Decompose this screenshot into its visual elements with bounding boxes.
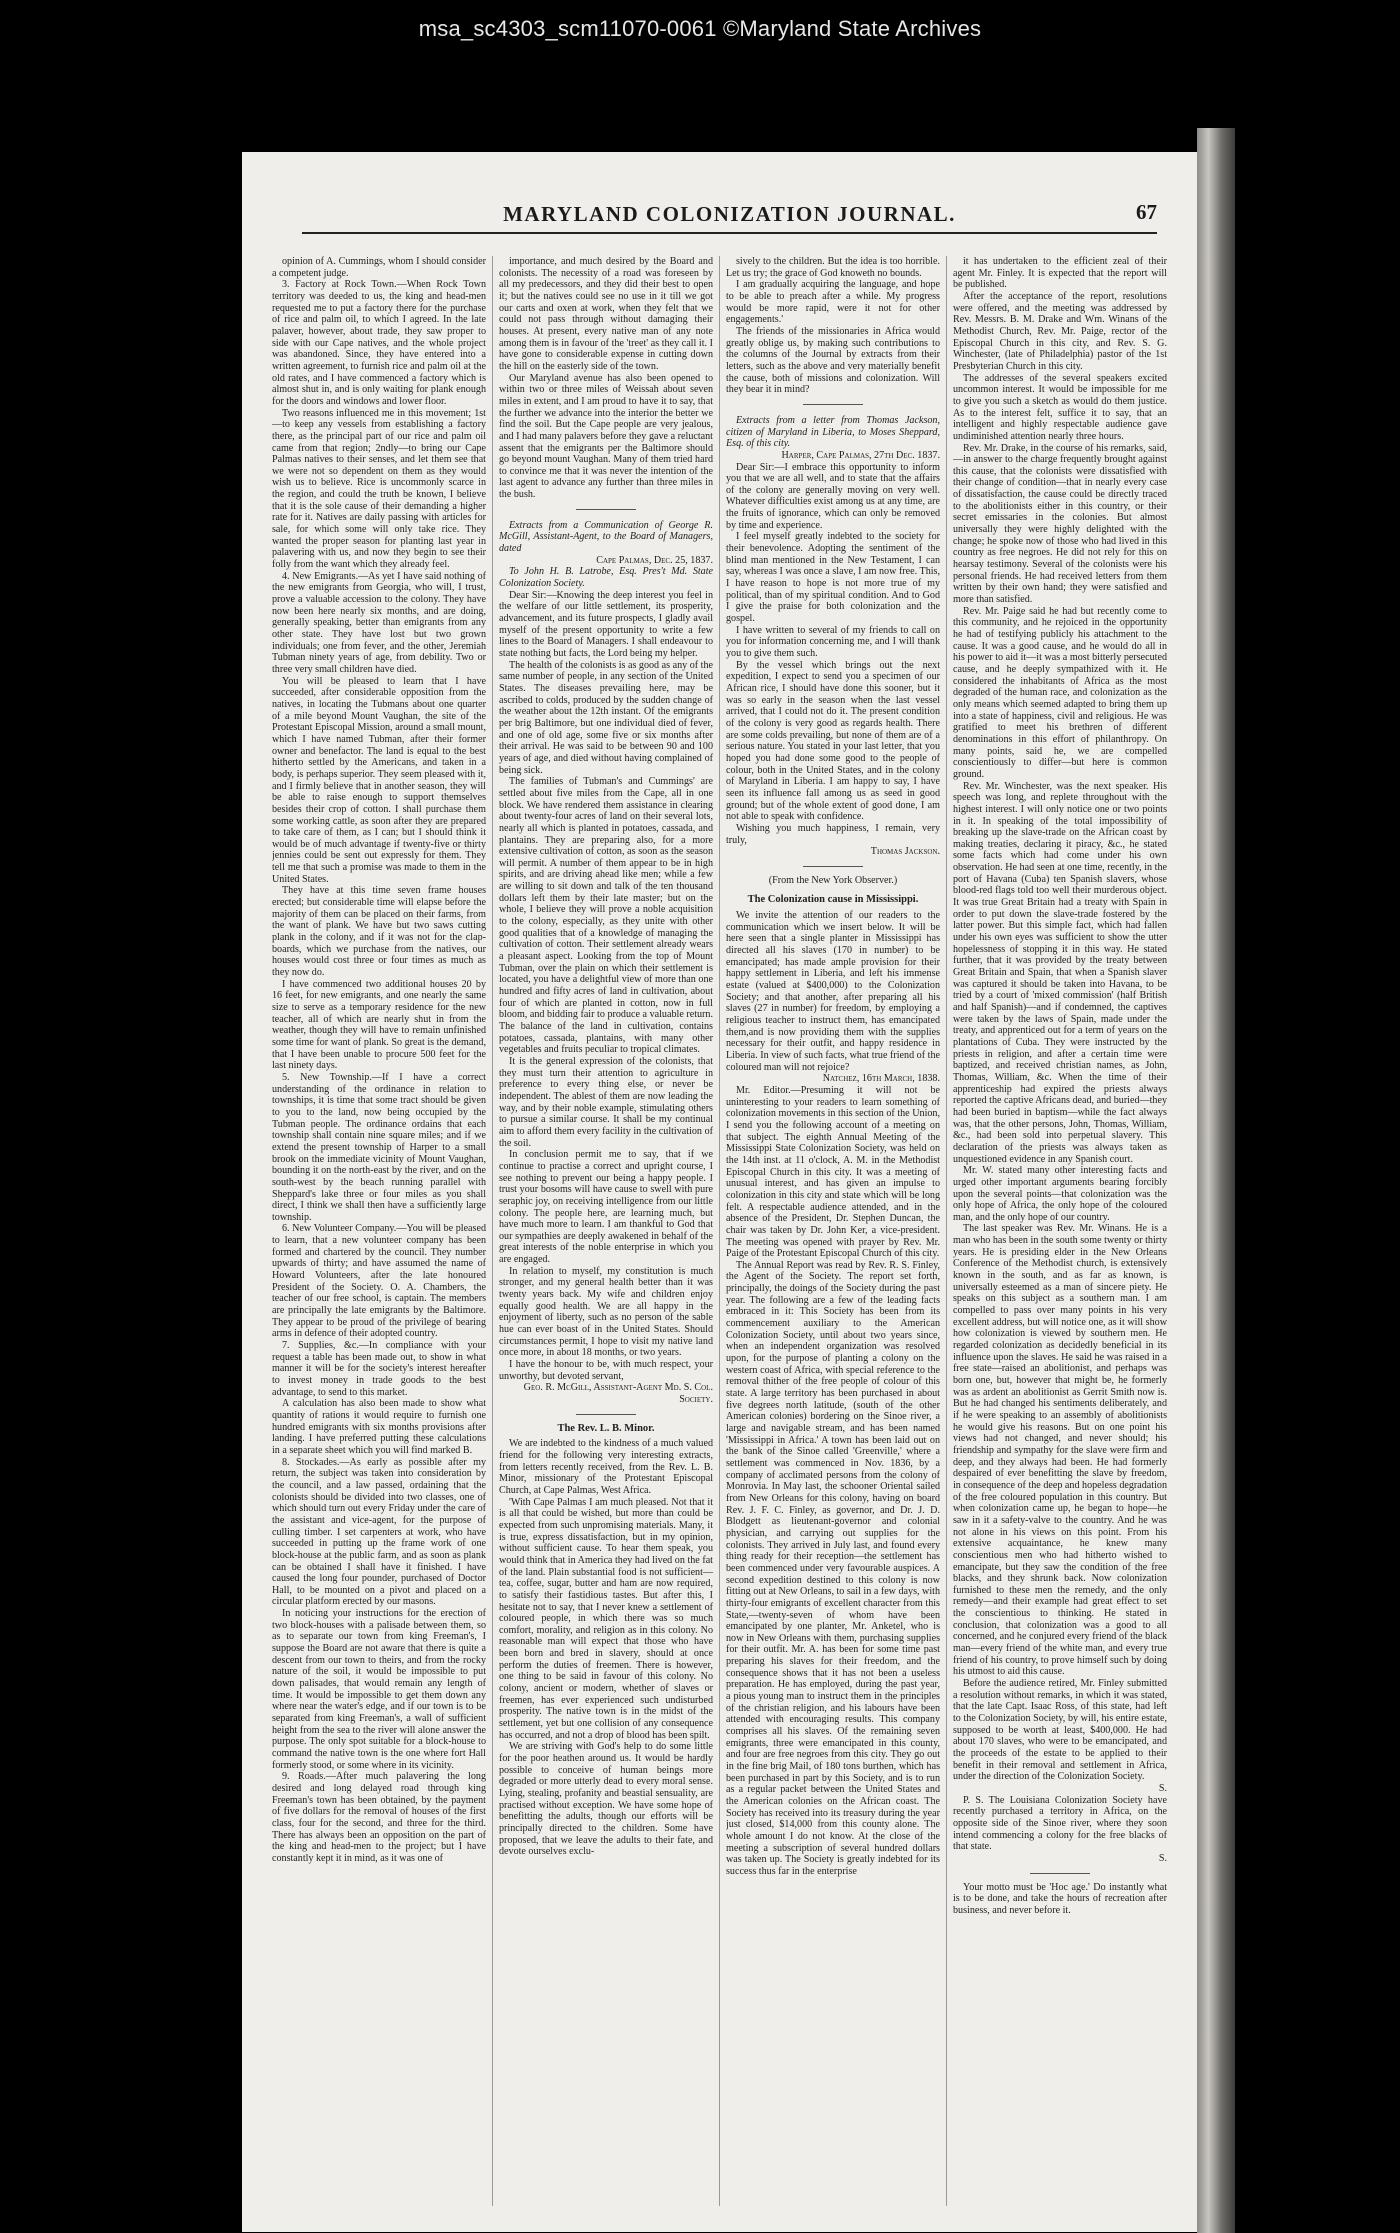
paragraph: The families of Tubman's and Cummings' are settled about five miles from the Cape, all in one block. We have rendered them assistance in clearing about twenty-four acres of land on their several lots, nearly all which is planted in potatoes, cassada, and plantains. They are preparing also, for a more extensive cultivation of cotton, as soon as the season will permit. A number of them appear to be in high spirits, and are driving ahead like men; while a few are willing to sit down and talk of the ten thousand dollars left them by their late master; but on the whole, I believe they will prove a noble acquisition to the colony, especially, as they unite with other good qualities that of a knowledge of managing the cultivation of cotton. Their settlement already wears a pleasant aspect. Looking from the top of Mount Tubman, over the plain on which their settlement is located, you have a delightful view of more than one hundred and fifty acres of land in cultivation, about four of which are planted in cotton, now in full bloom, and bidding fair to produce a valuable return. The balance of the land in cultivation, contains potatoes, cassada, plantains, with many other vegetables and fruits peculiar to tropical climates. [499,776,713,1056]
paragraph: Before the audience retired, Mr. Finley submitted a resolution without remarks, in which it was stated, that the late Capt. Isaac Ross, of this state, had left to the Colonization Society, by will, his entire estate, supposed to be worth at least, $400,000. He had about 170 slaves, who were to be emancipated, and the proceeds of the estate to be applied to their benefit in their removal and settlement in Africa, under the direction of the Colonization Society. [953,1678,1167,1783]
paragraph: Rev. Mr. Winchester, was the next speaker. His speech was long, and replete throughout with the highest interest. I will only notice one or two points in it. In speaking of the total impossibility of breaking up the slave-trade on the African coast by making treaties, declaring it piracy, &c., he stated some facts which had come under his own observation. He had seen at one time, recently, in the port of Havana (Cuba) ten Spanish slavers, whose blood-red flags told too well their murderous object. It was true Great Britain had a treaty with Spain in order to put down the slave-trade fostered by the latter power. But this simple fact, which had fallen under his own eyes was sufficient to show the utter hopelessness of stopping it in this way. He stated further, that it was provided by the treaty between Great Britain and Spain, that when a Spanish slaver was captured it should be taken into Havana, to be tried by a court of 'mixed commission' (half British and half Spanish)—and if condemned, the captives were taken by the laws of Spain, made under the treaty, and apprenticed out for a term of years on the plantations of Cuba. They were instructed by the priests in religion, and after a certain time were baptized, and received christian names, as John, Thomas, William, &c. When the time of their apprenticeship had expired the priests always reported the captive Africans dead, and buried—they had been buried in baptism—while the fact always was, that the other persons, John, Thomas, William, &c., had been sold into perpetual slavery. This declaration of the priests was always taken as unquestioned evidence in any Spanish court. [953,780,1167,1165]
letter-intro: Extracts from a letter from Thomas Jackson, citizen of Maryland in Liberia, to Moses Sheppard, Esq. of this city. [726,414,940,450]
paragraph: I have the honour to be, with much respect, your unworthy, but devoted servant, [499,1359,713,1382]
paragraph: it has undertaken to the efficient zeal of their agent Mr. Finley. It is expected that the report will be published. [953,256,1167,291]
paragraph: P. S. The Louisiana Colonization Society have recently purchased a territory in Africa, on the opposite side of the Sinoe river, where they soon intend commencing a colony for the free blacks of that state. [953,1794,1167,1853]
page-header [302,198,1157,234]
paragraph: 9. Roads.—After much palavering the long desired and long delayed road through king Freeman's town has been obtained, by the payment of five dollars for the removal of houses of the first class, four for the second, and three for the third. There has always been an opposition on the part of the king and head-men to the project; but I have constantly kept it in mind, as it was one of [272,1771,486,1864]
paragraph: In conclusion permit me to say, that if we continue to practise a correct and upright course, I see nothing to prevent our being a happy people. I trust your bosoms will have cause to swell with pure seraphic joy, on receiving intelligence from our little colony. The people here, are learning much, but have much more to learn. I am thankful to God that our sympathies are deeply awakened in behalf of the great interests of the noble enterprise in which you are engaged. [499,1149,713,1266]
paragraph: The last speaker was Rev. Mr. Winans. He is a man who has been in the south some twenty or thirty years. He is presiding elder in the New Orleans Conference of the Methodist church, is extensively known in the south, and as far as known, is universally esteemed as a man of sincere piety. He speaks on this subject as a southern man. I am compelled to pass over many points in his very excellent address, but will notice one, as it will show how colonization is viewed by southern men. He regarded colonization as decidedly beneficial in its influence upon the slaves. He said he was raised in a free state—raised an abolitionist, and perhaps was born one, but, however that might be, he formerly was as ardent an abolitionist as Gerrit Smith now is. But he had changed his sentiments deliberately, and if he were speaking to an assembly of abolitionists he would give his reasons. But on one point his views had not changed, and never should; his friendship and sympathy for the slave were firm and deep, and they always had been. He had formerly despaired of ever benefitting the slave by freedom, in consequence of the deep and hopeless degradation of the free coloured population in this country. But when colonization came up, he began to hope—he saw in it a safety-valve to the country. And he was not alone in his views on this point. From his extensive acquaintance, he knew many conscientious men who had hitherto wished to emancipate, but they saw the condition of the free blacks, and they shrunk back. Now colonization furnished to these men the remedy, and the only remedy—and their example had great effect to set the conscientious to thinking. He stated in conclusion, that colonization was a good to all concerned, and he conjured every friend of the black man—every friend of the white man, and every true friend of his country, to prove himself such by doing his utmost to aid this cause. [953,1223,1167,1678]
paragraph: 7. Supplies, &c.—In compliance with your request a table has been made out, to show in what manner it will be for the society's interest hereafter to invest money in trade goods to the best advantage, to send to this market. [272,1340,486,1398]
paragraph: Dear Sir:—I embrace this opportunity to inform you that we are all well, and to state that the affairs of the colony are generally moving on very well. Whatever difficulties exist among us at any time, are the fruits of ignorance, which can only be removed by time and experience. [726,461,940,531]
column-rule [719,256,720,2206]
page-number: 67 [1136,200,1157,224]
paragraph: The health of the colonists is as good as any of the same number of people, in any section of the United States. The diseases prevailing here, may be ascribed to colds, produced by the sudden change of the weather about the 12th instant. Of the emigrants per brig Baltimore, but one individual died of fever, and one of old age, some five or six months after their arrival. He was said to be between 90 and 100 years of age, and died without having complained of being sick. [499,659,713,776]
column-rule [946,256,947,2206]
paragraph: I feel myself greatly indebted to the society for their benevolence. Adopting the sentiment of the blind man mentioned in the New Testament, I can say, whereas I was once a slave, I am now free. This, I have reason to hope is not more true of my political, than of my spiritual condition. And to God I give the praise for both colonization and the gospel. [726,531,940,625]
paragraph: Two reasons influenced me in this movement; 1st—to keep any vessels from establishing a factory there, as the principal part of our rice and palm oil came from that region; 2ndly—to bring our Cape Palmas natives to their senses, and let them see that we were not so dependent on them as they would wish us to believe. Rice is uncommonly scarce in the region, and could the truth be known, I believe that it is the sole cause of their demanding a higher rate for it. Natives are daily passing with articles for sale, for which some will only take rice. They wanted the proper season for planting last year in palavering with us, and now they begin to see their folly from the want which they already feel. [272,407,486,571]
letter-dateline: Cape Palmas, Dec. 25, 1837. [596,554,713,566]
journal-title: MARYLAND COLONIZATION JOURNAL. [503,202,956,226]
book-binding-edge [1197,128,1235,2233]
paragraph: They have at this time seven frame houses erected; but considerable time will elapse before the majority of them can be placed on their farms, from the want of plank. We have but two saws cutting plank in the colony, and if it was not for the clap-boards, which we purchase from the natives, our houses would cost three or four times as much as they now do. [272,885,486,979]
letter-addressee: To John H. B. Latrobe, Esq. Pres't Md. State Colonization Society. [499,566,713,590]
column-3 [726,256,940,2211]
paragraph: The friends of the missionaries in Africa would greatly oblige us, by making such contributions to the columns of the Journal by extracts from their letters, such as the above and very materially benefit the cause, both of missions and colonization. Will they bear it in mind? [726,325,940,396]
divider [1030,1873,1090,1874]
divider [576,1414,636,1415]
motto: Your motto must be 'Hoc age.' Do instantly what is to be done, and take the hours of recreation after business, and never before it. [953,1881,1167,1916]
column-2 [499,256,713,2211]
paragraph: 6. New Volunteer Company.—You will be pleased to learn, that a new volunteer company has been formed and chartered by the council. They number upwards of thirty; and have assumed the name of Howard Volunteers, after the late honoured President of the Society. O. A. Chambers, the teacher of our free school, is captain. The members are principally the late emigrants by the Baltimore. They appear to be proud of the privilege of bearing arms in defence of their adopted country. [272,1223,486,1340]
divider [576,509,636,510]
letter-signature: Geo. R. McGill, Assistant-Agent Md. S. Col. Society. [523,1382,713,1405]
paragraph: It is the general expression of the colonists, that they must turn their attention to agriculture in preference to every thing else, or never be independent. The ablest of them are now leading the way, and by their noble example, stimulating others to pursue a similar course. It shall be my continual aim to afford them every facility in the cultivation of the soil. [499,1055,713,1149]
paragraph: We are indebted to the kindness of a much valued friend for the following very interesting extracts, from letters recently received, from the Rev. L. B. Minor, missionary of the Protestant Episcopal Church, at Cape Palmas, West Africa. [499,1438,713,1496]
letter-intro: Extracts from a Communication of George R. McGill, Assistant-Agent, to the Board of Managers, dated [499,519,713,555]
paragraph: The Annual Report was read by Rev. R. S. Finley, the Agent of the Society. The report set forth, principally, the doings of the Society during the past year. The following are a few of the leading facts embraced in it: This Society has been from its commencement auxiliary to the American Colonization Society, until about two years since, when an independent organization was resolved upon, for the purpose of planting a colony on the western coast of Africa, with special reference to the removal thither of the free people of colour of this state. A large territory has been purchased in about five degrees north latitude, (south of the other American colonies) bordering on the Sinoe river, a large and navigable stream, and has been named 'Mississippi in Africa.' A town has been laid out on the bank of the Sinoe called 'Greenville,' where a settlement was commenced in Nov. 1836, by a company of acclimated persons from the colony of Monrovia. In May last, the schooner Oriental sailed from New Orleans for this colony, having on board Rev. J. F. C. Finley, as governor, and Dr. J. D. Blodgett as lieutenant-governor and colonial physician, and carrying out supplies for the colonists. They arrived in July last, and found every thing ready for their reception—the settlement has been commenced under very favourable auspices. A second expedition destined to this colony is now fitting out at New Orleans, to sail in a few days, with thirty-four emigrants of excellent character from this State,—twenty-seven of whom have been emancipated by one planter, Mr. Anketel, who is now in New Orleans with them, purchasing supplies for their outfit. Mr. A. has been for some time past preparing his slaves for their freedom, and the consequence shows that it has not been a useless preparation. He has employed, during the past year, a pious young man to instruct them in the principles of the christian religion, and his labours have been attended with encouraging results. This company comprises all his slaves. Of the remaining seven emigrants, three were emancipated in this county, and four are free negroes from this city. They go out in the fine brig Mail, of 180 tons burthen, which has been purchased in part by this Society, and is to run as a regular packet between the United States and the American colonies on the African coast. The Society has received into its treasury during the year just closed, $14,000 from this county alone. The whole amount I do not know. At the close of the meeting a subscription of several hundred dollars was taken up. The Society is greatly indebted for its success thus far in the enterprise [726,1259,940,1877]
paragraph: By the vessel which brings out the next expedition, I expect to send you a specimen of our African rice, I should have done this sooner, but it was so early in the season when the last vessel arrived, that I could not do it. The present condition of the colony is very good as regards health. There are some colds prevailing, but none of them are of a serious nature. You stated in your last letter, that you hoped you had done some good to the people of colour, both in the United States, and in the colony of Maryland in Liberia. I am happy to say, I have seen its influence fall among us as seed in good ground; but of the whole extent of good done, I am not able to speak with confidence. [726,659,940,823]
paragraph: Rev. Mr. Drake, in the course of his remarks, said,—in answer to the charge frequently brought against this cause, that the colonists were dissatisfied with their change of condition—that in nearly every case of dissatisfaction, the cause could be directly traced to the abolitionists either in this country, or their secret emissaries in the colonies. But almost universally they were highly delighted with the change; he spoke now of those who had lived in this country as free negroes. He did not rely for this on hearsay testimony. Several of the colonists were his personal friends. He had received letters from them written by their own hand; they were satisfied and more than satisfied. [953,442,1167,606]
paragraph: Mr. W. stated many other interesting facts and urged other important arguments bearing forcibly upon the several points—that colonization was the only hope of Africa, the only hope of the coloured man, and the only hope of our country. [953,1165,1167,1223]
letter-signature: Thomas Jackson. [870,846,940,858]
paragraph: 'With Cape Palmas I am much pleased. Not that it is all that could be wished, but more than could be expected from such unpromising materials. Many, it is true, express dissatisfaction, but in my opinion, without sufficient cause. To hear them speak, you would think that in America they had lived on the fat of the land. Plain substantial food is not sufficient—tea, coffee, sugar, butter and ham are now required, to satisfy their fastidious tastes. But after this, I hesitate not to say, that I never knew a settlement of coloured people, in which there was so much comfort, morality, and religion as in this colony. No reasonable man will expect that those who have been born and bred in slavery, should at once perform the duties of freemen. There is however, one thing to be said in favour of this colony. No colony, ancient or modern, whether of slaves or freemen, has ever experienced such undisturbed prosperity. The native town is in the midst of the settlement, yet but one collision of any consequence has occurred, and not a drop of blood has been spilt. [499,1496,713,1741]
paragraph: Dear Sir:—Knowing the deep interest you feel in the welfare of our little settlement, its prosperity, advancement, and its future prospects, I gladly avail myself of the present opportunity to write a few lines to the Board of Managers. I shall endeavour to state nothing but facts, the Lord being my helper. [499,589,713,659]
paragraph: The addresses of the several speakers excited uncommon interest. It would be impossible for me to give you such a sketch as would do them justice. As to the interest felt, suffice it to say, that an intelligent and highly respectable audience gave undiminished attention nearly three hours. [953,372,1167,442]
paragraph: I have written to several of my friends to call on you for information concerning me, and I will thank you to give them such. [726,624,940,659]
source-note: (From the New York Observer.) [768,874,898,886]
paragraph: We invite the attention of our readers to the communication which we insert below. It will be here seen that a single planter in Mississippi has directed all his slaves (170 in number) to be emancipated; has made ample provision for their happy settlement in Liberia, and left his immense estate (valued at $400,000) to the Colonization Society; and that another, after preparing all his slaves (27 in number) for freedom, by employing a religious teacher to instruct them, has emancipated them,and is now providing them with the supplies necessary for their outfit, and happy residence in Liberia. In view of such facts, what true friend of the coloured man will not rejoice? [726,910,940,1073]
paragraph: 4. New Emigrants.—As yet I have said nothing of the new emigrants from Georgia, who will, I trust, prove a valuable accession to the colony. They have now been here nearly six months, and are doing, generally speaking, better than emigrants from any other state. They have lost but two grown individuals; one from fever, and the other, Jeremiah Tubman ninety years of age, from debility. Two or three very small children have died. [272,570,486,675]
journal-page [242,152,1197,2232]
paragraph: We are striving with God's help to do some little for the poor heathen around us. It would be hardly possible to conceive of human beings more degraded or more utterly dead to every moral sense. Lying, stealing, profanity and beastial sensuality, are practised without exception. We have some hope of benefitting the adults, though our efforts will be principally directed to the children. Some have proposed, that we leave the adults to their fate, and devote ourselves exclu- [499,1741,713,1858]
letter-dateline: Harper, Cape Palmas, 27th Dec. 1837. [781,449,940,461]
paragraph: Wishing you much happiness, I remain, very truly, [726,822,940,846]
signature-initial: S. [1158,1782,1167,1794]
paragraph: importance, and much desired by the Board and colonists. The necessity of a road was foreseen by all my predecessors, and they did their best to open it; but the natives could see no use in it till we got our carts and oxen at work, when they felt that we could not pass through without damaging their houses. At present, every native man of any note among them is in favour of the 'treet' as they call it. I have gone to considerable expense in cutting down the hill on the easterly side of the town. [499,256,713,372]
paragraph: I am gradually acquiring the language, and hope to be able to preach after a while. My progress would be more rapid, were it not for other engagements.' [726,279,940,326]
divider [803,404,863,405]
paragraph: A calculation has also been made to show what quantity of rations it would require to furnish one hundred emigrants with six months provisions after landing. I have preferred putting these calculations in a separate sheet which you will find marked B. [272,1398,486,1456]
column-rule [492,256,493,2206]
divider [803,866,863,867]
paragraph: sively to the children. But the idea is too horrible. Let us try; the grace of God knoweth no bounds. [726,256,940,279]
column-4 [953,256,1167,2211]
signature-initial: S. [1158,1852,1167,1864]
column-1 [272,256,486,2211]
paragraph: opinion of A. Cummings, whom I should consider a competent judge. [272,256,486,279]
paragraph: After the acceptance of the report, resolutions were offered, and the meeting was addressed by Rev. Messrs. B. M. Drake and Wm. Winans of the Methodist Church, Rev. Mr. Paige, rector of the Episcopal Church in this city, and Rev. S. G. Winchester, (late of Philadelphia) pastor of the 1st Presbyterian Church in this city. [953,290,1167,372]
paragraph: 5. New Township.—If I have a correct understanding of the ordinance in relation to townships, it is time that some tract should be given to you to the land, now being occupied by the Tubman people. The ordinance ordains that each township shall contain nine square miles; and if we extend the present township of Harper to a small brook on the immediate vicinity of Mount Vaughan, bounding it on the north-east by the river, and on the south-west by the beach running parallel with Sheppard's lake three or four miles as you shall direct, I think we shall then have a sufficiently large township. [272,1071,486,1223]
paragraph: Mr. Editor.—Presuming it will not be uninteresting to your readers to learn something of colonization movements in this section of the Union, I send you the following account of a meeting on that subject. The eighth Annual Meeting of the Mississippi State Colonization Society, was held on the 14th inst. at 11 o'clock, A. M. in the Methodist Episcopal Church in this city. It was a meeting of unusual interest, and has given an impulse to colonization in this city and state which will be long felt. A respectable audience attended, and in the absence of the President, Dr. Stephen Duncan, the chair was taken by Dr. John Ker, a vice-president. The meeting was opened with prayer by Rev. Mr. Paige of the Protestant Episcopal Church of this city. [726,1084,940,1260]
archive-caption: msa_sc4303_scm11070-0061 ©Maryland State Archives [418,16,982,41]
paragraph: 3. Factory at Rock Town.—When Rock Town territory was deeded to us, the king and head-men requested me to put a factory there for the purchase of rice and palm oil, to which I agreed. In the late palaver, however, about trade, they saw proper to side with our Cape natives, and the whole project was abandoned. Since, they have entered into a written agreement, to furnish rice and palm oil at the old rates, and I have commenced a factory which is almost shut in, and is only waiting for plank enough for the doors and windows and lower floor. [272,279,486,407]
paragraph: I have commenced two additional houses 20 by 16 feet, for new emigrants, and one nearly the same size to serve as a temporary residence for the new teacher, all of which are nearly shut in from the weather, though they will have to remain unfinished some time for want of plank. So great is the demand, that I have been unable to procure 500 feet for the last ninety days. [272,978,486,1072]
article-columns [272,256,1167,2216]
paragraph: In noticing your instructions for the erection of two block-houses with a palisade between them, so as to separate our town from king Freeman's, I suppose the Board are not aware that there is quite a descent from our town to theirs, and from the rocky nature of the soil, it would be impossible to put down palisades, that would remain any length of time. It would be impossible to get them down any where near the water's edge, and if our town is to be separated from king Freeman's, a wall of sufficient height from the sea to the river will alone answer the purpose. The only spot suitable for a block-house to command the native town is the one where fort Hall formerly stood, or some where in its vicinity. [272,1608,486,1771]
section-heading: The Rev. L. B. Minor. [557,1422,655,1434]
paragraph: 8. Stockades.—As early as possible after my return, the subject was taken into consideration by the council, and a law passed, ordaining that the colonists should be divided into two classes, one of which should turn out every Friday under the care of the assistant and vice-agent, for the purpose of culling timber. I set carpenters at work, who have succeeded in putting up the frame work of one block-house at the public farm, and as soon as plank can be obtained I shall have it finished. I have caused the long four pounder, purchased of Doctor Hall, to be mounted on a pivot and placed on a circular platform erected by our masons. [272,1456,486,1608]
paragraph: Our Maryland avenue has also been opened to within two or three miles of Weissah about seven miles in extent, and I am proud to have it to say, that the further we advance into the interior the better we find the soil. But the Cape people are very jealous, and I had many palavers before they gave a reluctant assent that the emigrants per the Baltimore should go beyond mount Vaughan. Many of them tried hard to convince me that it was never the intention of the last agent to advance any further than three miles in the bush. [499,372,713,501]
paragraph: Rev. Mr. Paige said he had but recently come to this community, and he rejoiced in the opportunity he had of testifying publicly his attachment to the cause. It was a good cause, and he would do all in his power to aid it—it was a most bitterly persecuted cause, and he deeply sympathized with it. He considered the inhabitants of Africa as the most degraded of the human race, and colonization as the only means which seemed adapted to bring them up into a state of happiness, civil and religious. He was gratified to meet his brethren of different denominations in this effort of philanthropy. On many points, said he, we are compelled conscientiously to differ—but here is common ground. [953,605,1167,780]
paragraph: In relation to myself, my constitution is much stronger, and my general health better than it was twenty years back. My wife and children enjoy equally good health. We are all happy in the enjoyment of liberty, such as no person of the sable hue can ever boast of in the United States. Should circumstances permit, I hope to visit my native land once more, in about 18 months, or two years. [499,1265,713,1359]
section-heading: The Colonization cause in Mississippi. [747,894,919,906]
letter-dateline: Natchez, 16th March, 1838. [822,1073,940,1085]
paragraph: You will be pleased to learn that I have succeeded, after considerable opposition from the natives, in locating the Tubmans about one quarter of a mile beyond Mount Vaughan, the site of the Protestant Episcopal Mission, around a small mount, which I have named Tubman, after their former owner and benefactor. The land is equal to the best hitherto settled by the Americans, and taken in a body, is perhaps superior. They seem pleased with it, and I firmly believe that in another season, they will be able to raise enough to support themselves besides their crop of cotton. I shall purchase them some working cattle, as soon after they are prepared to take care of them, as I can; but I should think it would be of much advantage if twenty-five or thirty jennies could be sent out expressly for them. They tell me that such a promise was made to them in the United States. [272,675,486,885]
